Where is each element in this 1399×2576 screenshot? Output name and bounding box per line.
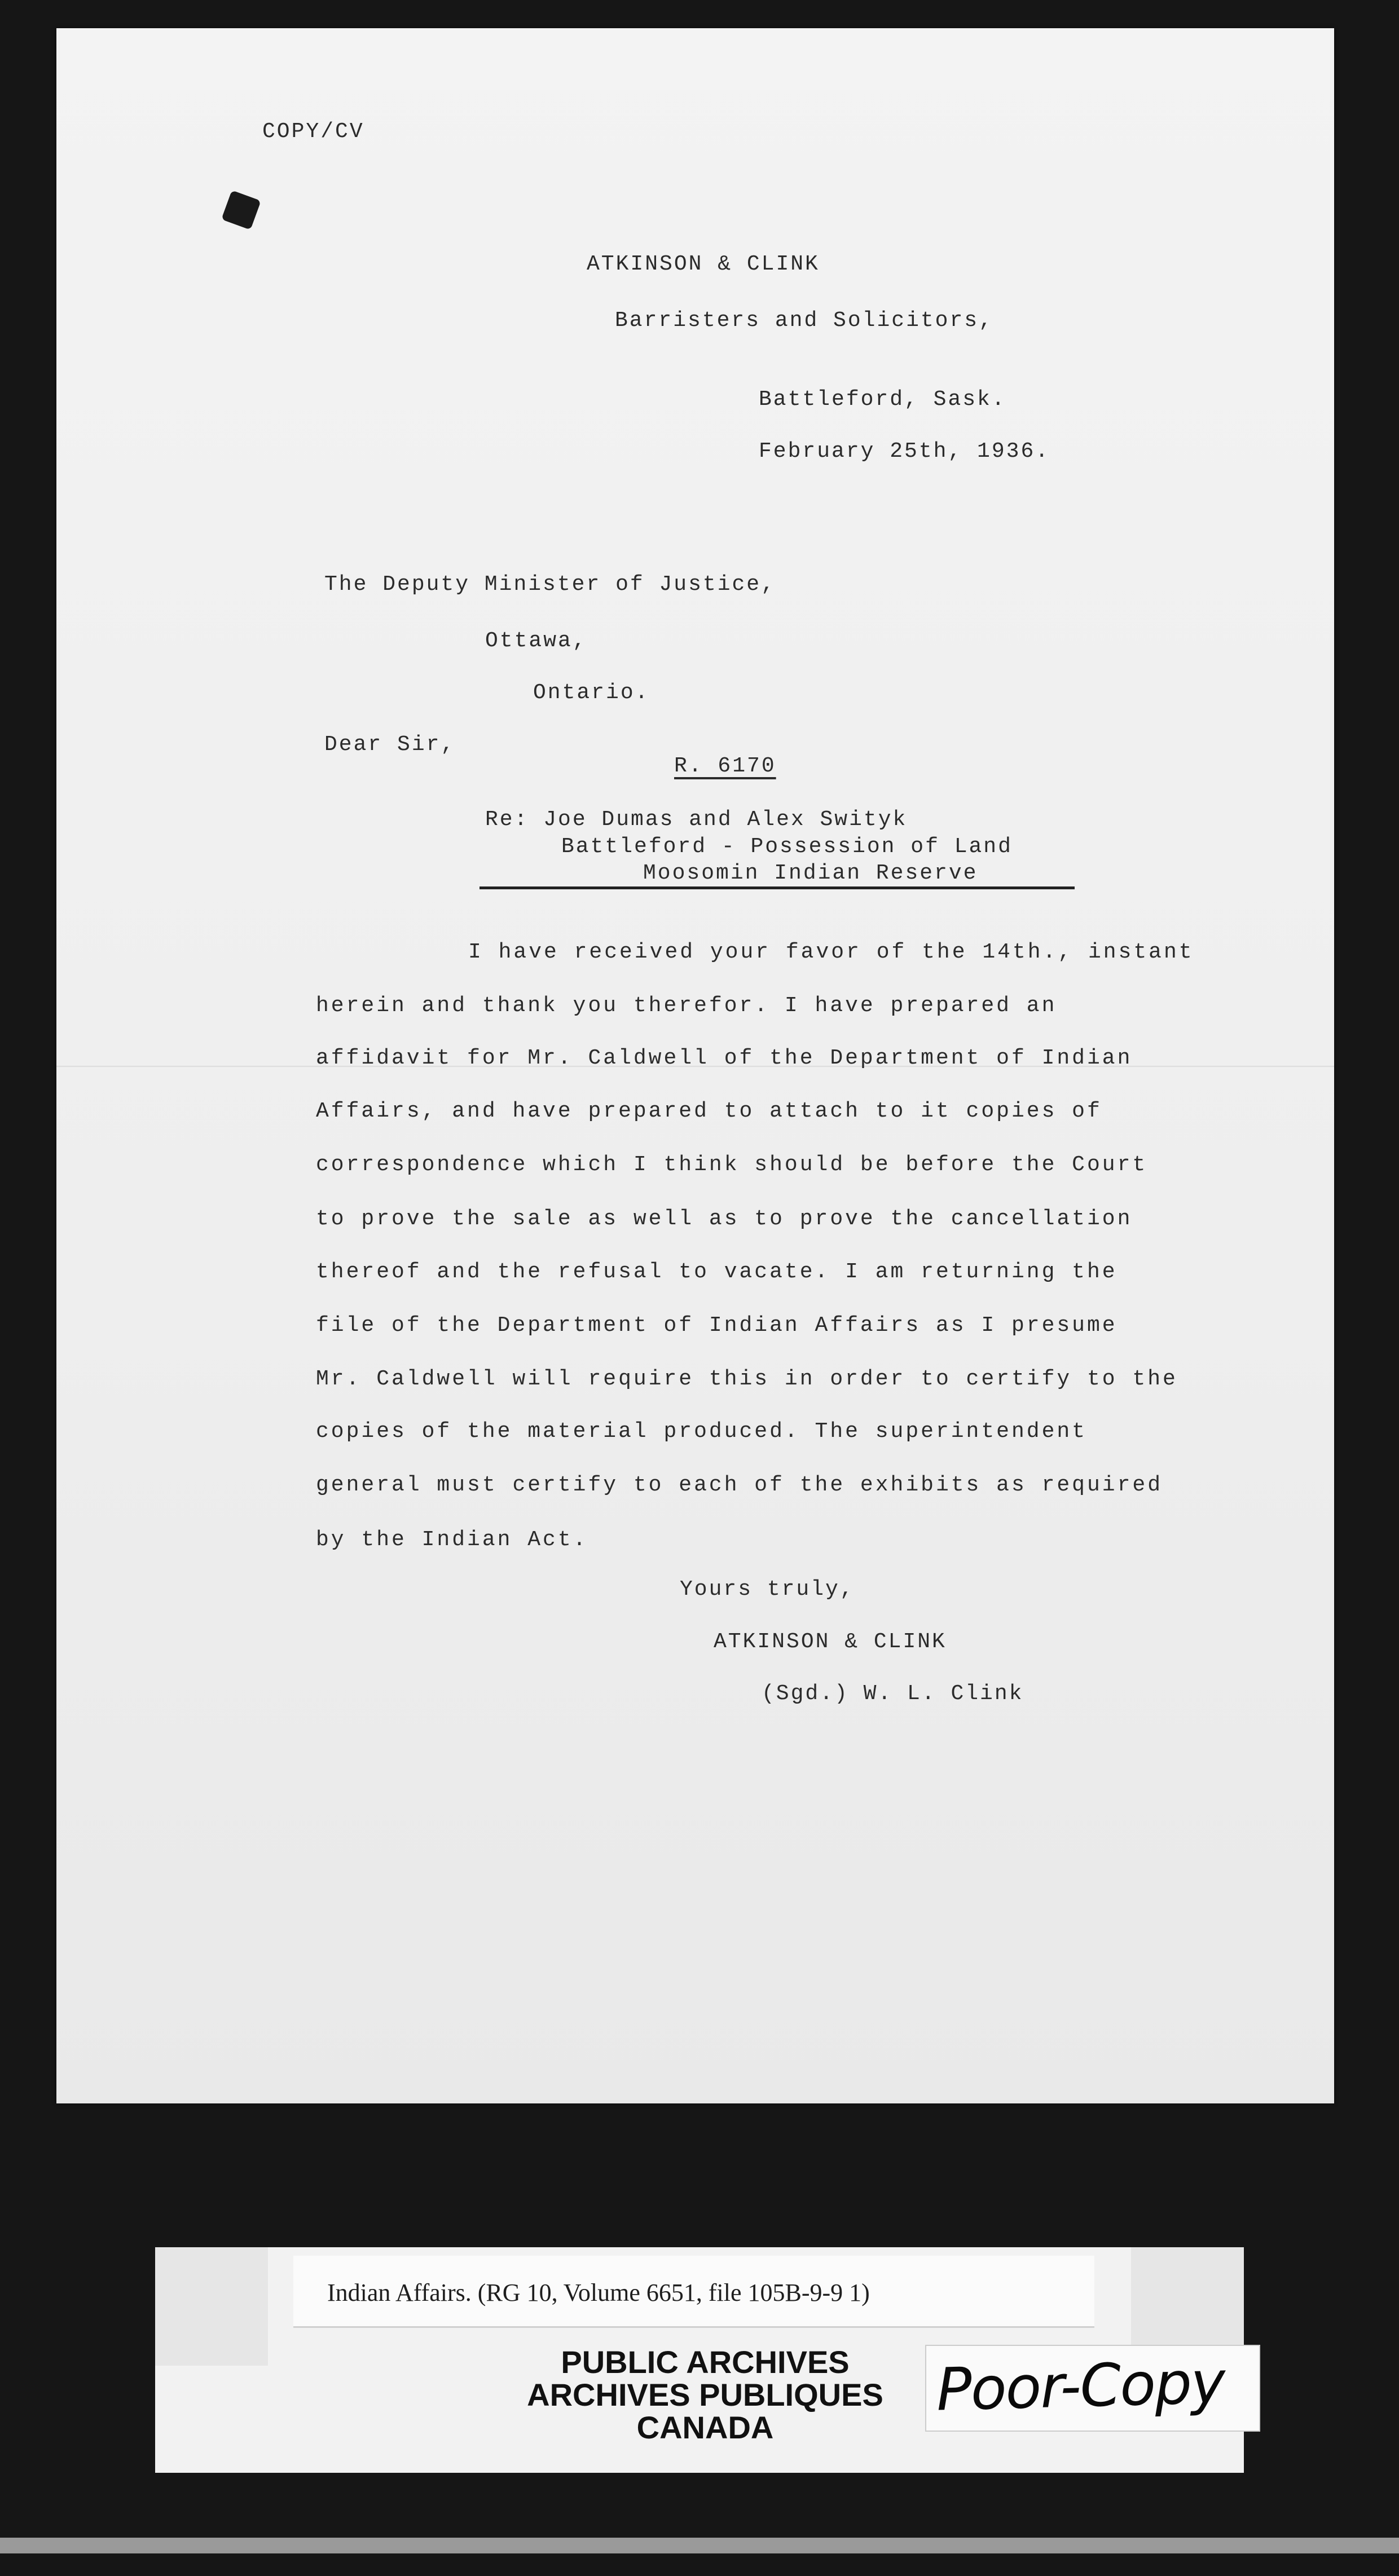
body-line: general must certify to each of the exhibits as required xyxy=(316,1473,1163,1497)
addressee-line: The Deputy Minister of Justice, xyxy=(324,572,776,597)
archives-line-fr: ARCHIVES PUBLIQUES xyxy=(527,2377,883,2412)
addressee-line: Ottawa, xyxy=(485,629,587,653)
archives-line-en: PUBLIC ARCHIVES xyxy=(561,2344,850,2380)
body-line: to prove the sale as well as to prove the cancellation xyxy=(316,1207,1133,1231)
reference-number: R. 6170 xyxy=(674,754,776,778)
copy-mark: COPY/CV xyxy=(262,120,364,144)
closing: Yours truly, xyxy=(680,1577,855,1602)
body-line: by the Indian Act. xyxy=(316,1528,588,1552)
letter-date: February 25th, 1936. xyxy=(759,439,1050,464)
addressee-line: Ontario. xyxy=(533,681,650,705)
body-line: file of the Department of Indian Affairs as I presume xyxy=(316,1313,1118,1338)
firm-name: ATKINSON & CLINK xyxy=(587,252,820,276)
re-line: Moosomin Indian Reserve xyxy=(643,861,978,885)
body-line: Affairs, and have prepared to attach to it copies of xyxy=(316,1099,1102,1123)
body-line: I have received your favor of the 14th., instant xyxy=(468,940,1194,964)
body-line: copies of the material produced. The superintendent xyxy=(316,1419,1087,1444)
re-line: Re: Joe Dumas and Alex Swityk xyxy=(485,808,908,832)
signature: (Sgd.) W. L. Clink xyxy=(762,1682,1024,1706)
body-line: affidavit for Mr. Caldwell of the Department of Indian xyxy=(316,1046,1133,1070)
salutation: Dear Sir, xyxy=(324,733,456,757)
body-line: herein and thank you therefor. I have prepared an xyxy=(316,994,1057,1018)
poor-copy-stamp: Poor-Copy xyxy=(935,2348,1225,2424)
archive-source: Indian Affairs. (RG 10, Volume 6651, file 105B-9-9 1) xyxy=(327,2279,870,2306)
subject-underline xyxy=(479,886,1075,889)
re-line: Battleford - Possession of Land xyxy=(561,835,1013,859)
archives-line-country: CANADA xyxy=(636,2410,774,2445)
letter-place: Battleford, Sask. xyxy=(759,387,1006,412)
body-line: thereof and the refusal to vacate. I am returning the xyxy=(316,1260,1118,1284)
body-line: correspondence which I think should be before the Court xyxy=(316,1153,1148,1177)
archives-title xyxy=(474,2346,936,2444)
signature-firm: ATKINSON & CLINK xyxy=(714,1630,947,1654)
firm-description: Barristers and Solicitors, xyxy=(615,308,993,333)
body-line: Mr. Caldwell will require this in order to certify to the xyxy=(316,1367,1178,1391)
film-edge xyxy=(0,2538,1399,2553)
